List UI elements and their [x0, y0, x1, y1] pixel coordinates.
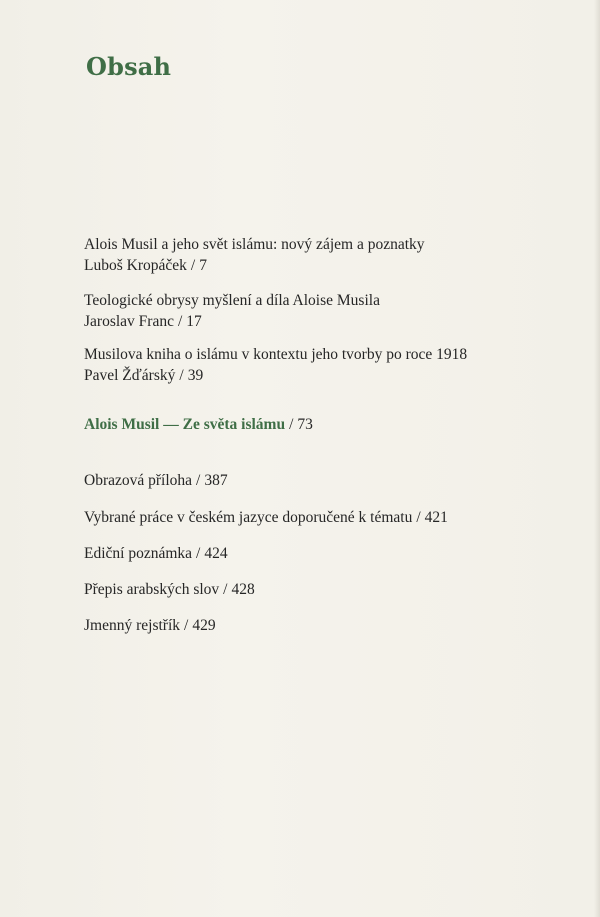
toc-entry-author: Luboš Kropáček — [84, 257, 187, 274]
toc-entry-highlighted — [84, 414, 313, 435]
toc-entry-byline — [84, 255, 425, 276]
toc-entry-page: 424 — [204, 545, 228, 562]
toc-entry — [84, 543, 228, 564]
toc-entry-title: Jmenný rejstřík — [84, 617, 180, 634]
toc-entry-title: Alois Musil — Ze světa islámu — [84, 416, 286, 433]
toc-entry-page: 428 — [231, 581, 255, 598]
toc-entry-page: 421 — [424, 509, 448, 526]
toc-entry-page: 387 — [204, 472, 228, 489]
toc-entry — [84, 615, 216, 636]
toc-separator: / — [190, 257, 196, 274]
toc-entry-page: 17 — [186, 313, 202, 330]
toc-entry-author: Jaroslav Franc — [84, 313, 174, 330]
toc-entry-byline — [84, 311, 380, 332]
toc-entry — [84, 579, 255, 600]
toc-entry — [84, 507, 448, 528]
toc-separator: / — [177, 313, 183, 330]
toc-entry-title: Obrazová příloha — [84, 472, 193, 489]
toc-entry — [84, 234, 425, 276]
toc-entry-page: 429 — [192, 617, 216, 634]
toc-entry-title: Vybrané práce v českém jazyce doporučené k tématu — [84, 509, 413, 526]
page-title: Obsah — [86, 52, 172, 81]
toc-entry-page: 39 — [187, 367, 204, 384]
toc-separator: / — [223, 581, 228, 598]
toc-separator: / — [416, 509, 421, 526]
toc-entry — [84, 470, 228, 491]
toc-entry-title: Ediční poznámka — [84, 545, 193, 562]
toc-entry-byline — [84, 365, 467, 386]
toc-separator: / — [179, 367, 184, 384]
toc-entry — [84, 344, 467, 386]
toc-entry-page: 73 — [297, 416, 313, 433]
toc-separator: / — [289, 416, 294, 433]
page-edge-shadow — [594, 0, 600, 917]
toc-separator: / — [196, 472, 201, 489]
toc-entry-title: Musilova kniha o islámu v kontextu jeho tvorby po roce 1918 — [84, 346, 468, 363]
toc-entry-title: Teologické obrysy myšlení a díla Aloise Musila — [84, 292, 380, 309]
toc-entry-title: Přepis arabských slov — [84, 581, 220, 598]
toc-separator: / — [196, 545, 201, 562]
toc-entry-author: Pavel Žďárský — [84, 367, 176, 384]
toc-entry-title: Alois Musil a jeho svět islámu: nový zájem a poznatky — [84, 236, 425, 253]
toc-separator: / — [184, 617, 189, 634]
toc-entry-page: 7 — [199, 257, 207, 274]
toc-entry — [84, 290, 380, 332]
